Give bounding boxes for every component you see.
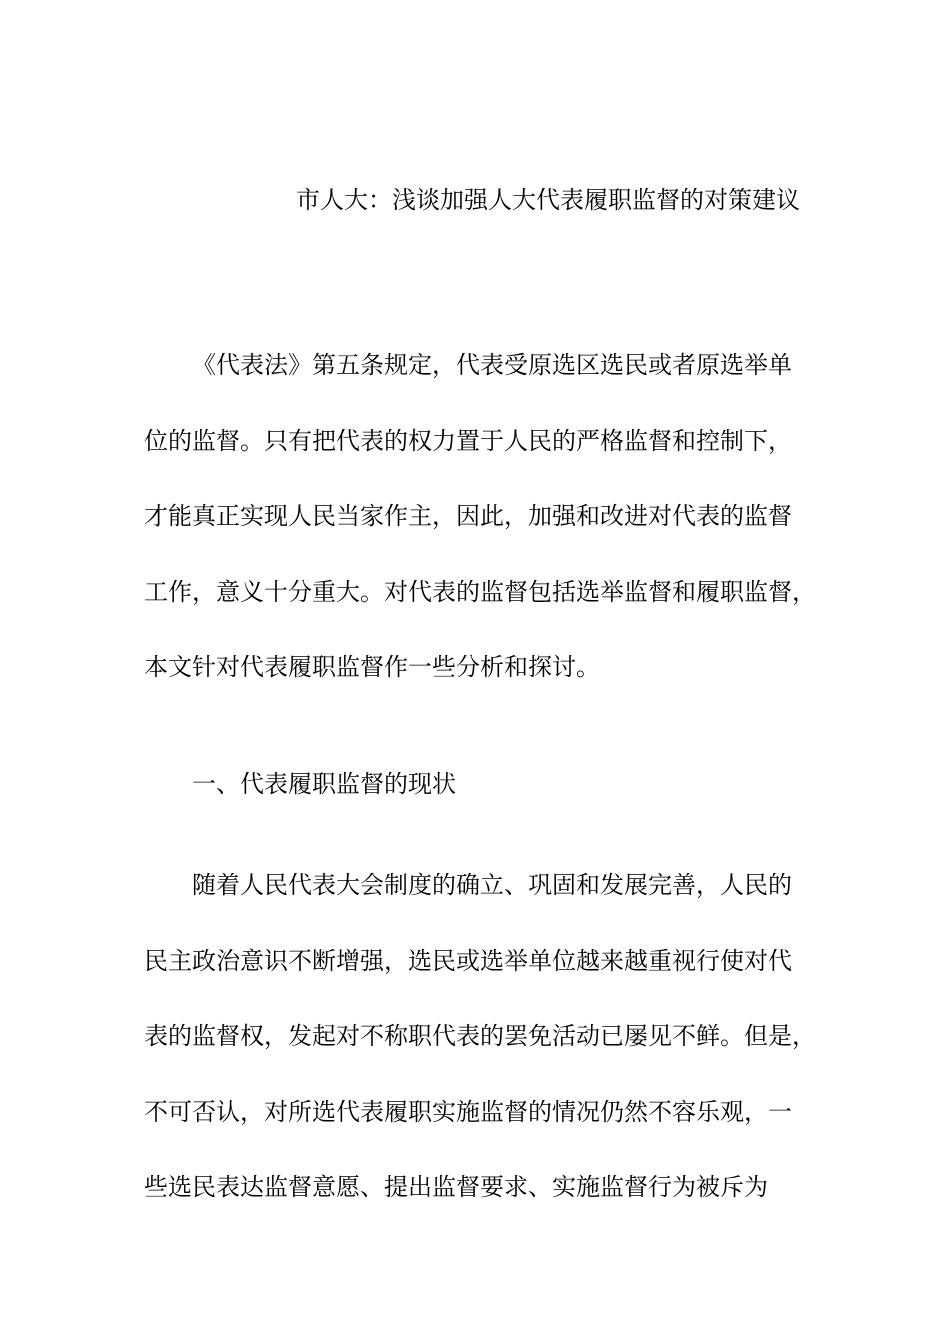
paragraph-line: 位的监督。只有把代表的权力置于人民的严格监督和控制下， [144,426,792,455]
paragraph-line: 本文针对代表履职监督作一些分析和探讨。 [144,653,600,681]
paragraph-line: 《代表法》第五条规定，代表受原选区选民或者原选举单 [192,351,792,379]
paragraph-status [144,848,814,1226]
paragraph-line: 不可否认，对所选代表履职实施监督的情况仍然不容乐观，一 [144,1097,792,1126]
paragraph-line: 些选民表达监督意愿、提出监督要求、实施监督行为被斥为 [144,1173,768,1201]
paragraph-line: 工作，意义十分重大。对代表的监督包括选举监督和履职监督， [144,577,816,606]
paragraph-line: 民主政治意识不断增强，选民或选举单位越来越重视行使对代 [144,946,792,975]
paragraph-intro [144,328,814,706]
document-title: 市人大：浅谈加强人大代表履职监督的对策建议 [296,186,800,214]
paragraph-line: 才能真正实现人民当家作主，因此，加强和改进对代表的监督 [144,502,792,530]
paragraph-line: 随着人民代表大会制度的确立、巩固和发展完善，人民的 [192,871,792,899]
paragraph-line: 表的监督权，发起对不称职代表的罢免活动已屡见不鲜。但是， [144,1022,816,1050]
section-heading: 一、代表履职监督的现状 [192,770,456,798]
